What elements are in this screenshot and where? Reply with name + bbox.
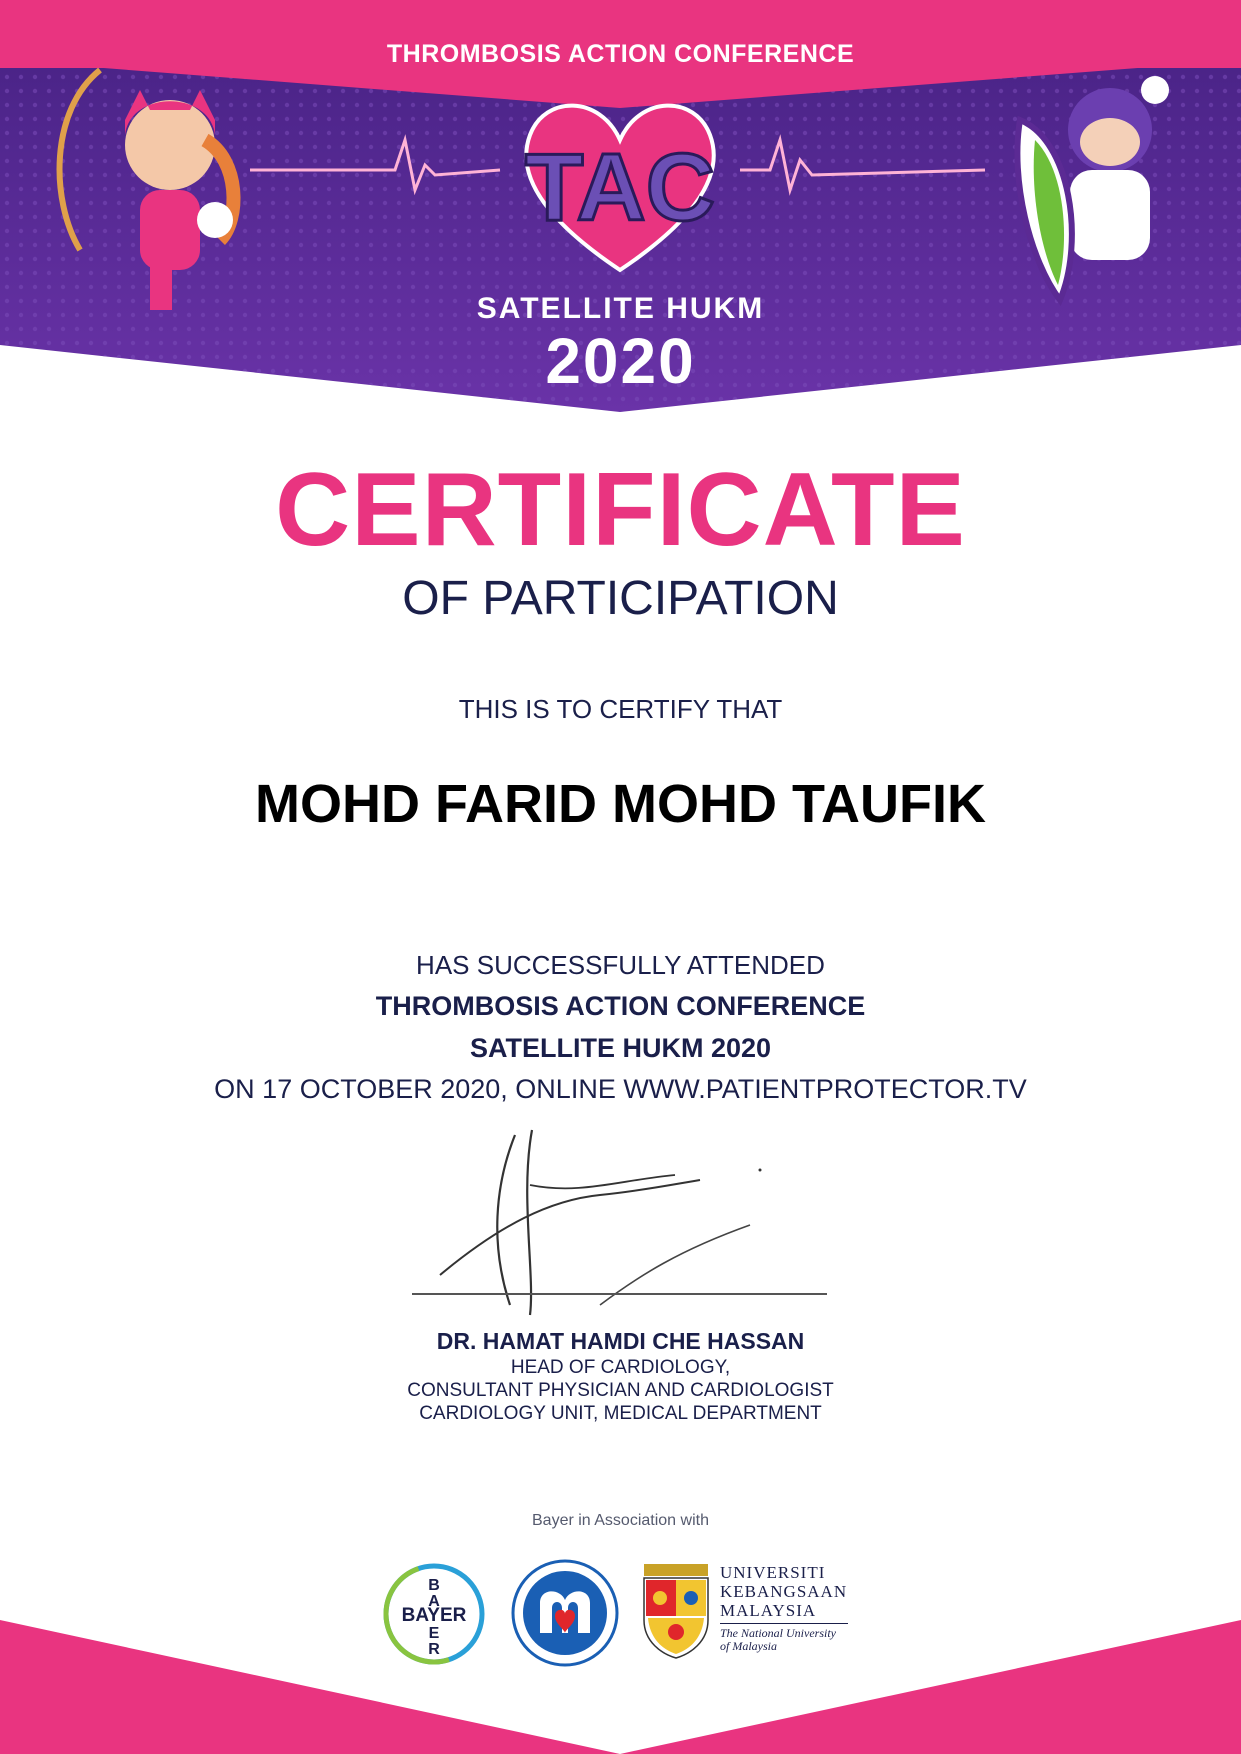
signatory-role-3: CARDIOLOGY UNIT, MEDICAL DEPARTMENT <box>419 1403 822 1424</box>
heroine-mascot-illustration <box>40 50 270 320</box>
ukm-line-1: UNIVERSITI <box>720 1563 826 1582</box>
hero-mascot-illustration <box>990 60 1190 320</box>
ukm-line-2: KEBANGSAAN <box>720 1582 848 1601</box>
ukm-wordmark <box>720 1563 900 1653</box>
signatory-role-1: HEAD OF CARDIOLOGY, <box>510 1357 731 1378</box>
conference-edition: SATELLITE HUKM 2020 <box>469 1033 772 1063</box>
bayer-logo <box>382 1562 486 1666</box>
certify-line: THIS IS TO CERTIFY THAT <box>458 694 783 724</box>
svg-text:A: A <box>428 1593 440 1610</box>
conference-name: THROMBOSIS ACTION CONFERENCE <box>375 991 866 1021</box>
national-heart-association-logo <box>510 1558 620 1668</box>
tac-logo-text: TAC <box>524 134 716 241</box>
svg-text:R: R <box>428 1641 440 1658</box>
svg-text:B: B <box>428 1577 440 1594</box>
ukm-divider <box>720 1623 848 1624</box>
svg-text:E: E <box>428 1625 440 1642</box>
footer-band <box>0 1590 1241 1754</box>
signature-image <box>420 1125 780 1320</box>
bayer-logo-text: BAYER <box>401 1605 467 1626</box>
certificate-title: CERTIFICATE <box>275 452 966 568</box>
association-line: Bayer in Association with <box>532 1512 709 1529</box>
event-date-line: ON 17 OCTOBER 2020, ONLINE WWW.PATIENTPROTECTOR.TV <box>214 1074 1027 1104</box>
ukm-english-line-1: The National University <box>720 1626 836 1640</box>
tac-logo <box>505 80 735 280</box>
certificate-subtitle: OF PARTICIPATION <box>402 572 839 625</box>
ukm-crest <box>640 1560 712 1660</box>
attended-line: HAS SUCCESSFULLY ATTENDED <box>416 950 825 980</box>
event-year: 2020 <box>545 325 696 397</box>
ukm-line-3: MALAYSIA <box>720 1601 817 1620</box>
banner-title: THROMBOSIS ACTION CONFERENCE <box>386 40 855 68</box>
signatory-name: DR. HAMAT HAMDI CHE HASSAN <box>436 1328 805 1354</box>
signatory-role-2: CONSULTANT PHYSICIAN AND CARDIOLOGIST <box>407 1380 834 1401</box>
recipient-name: MOHD FARID MOHD TAUFIK <box>255 774 986 834</box>
ukm-english-line-2: of Malaysia <box>720 1639 777 1653</box>
signature-line <box>412 1293 827 1295</box>
satellite-label: SATELLITE HUKM <box>476 292 765 325</box>
